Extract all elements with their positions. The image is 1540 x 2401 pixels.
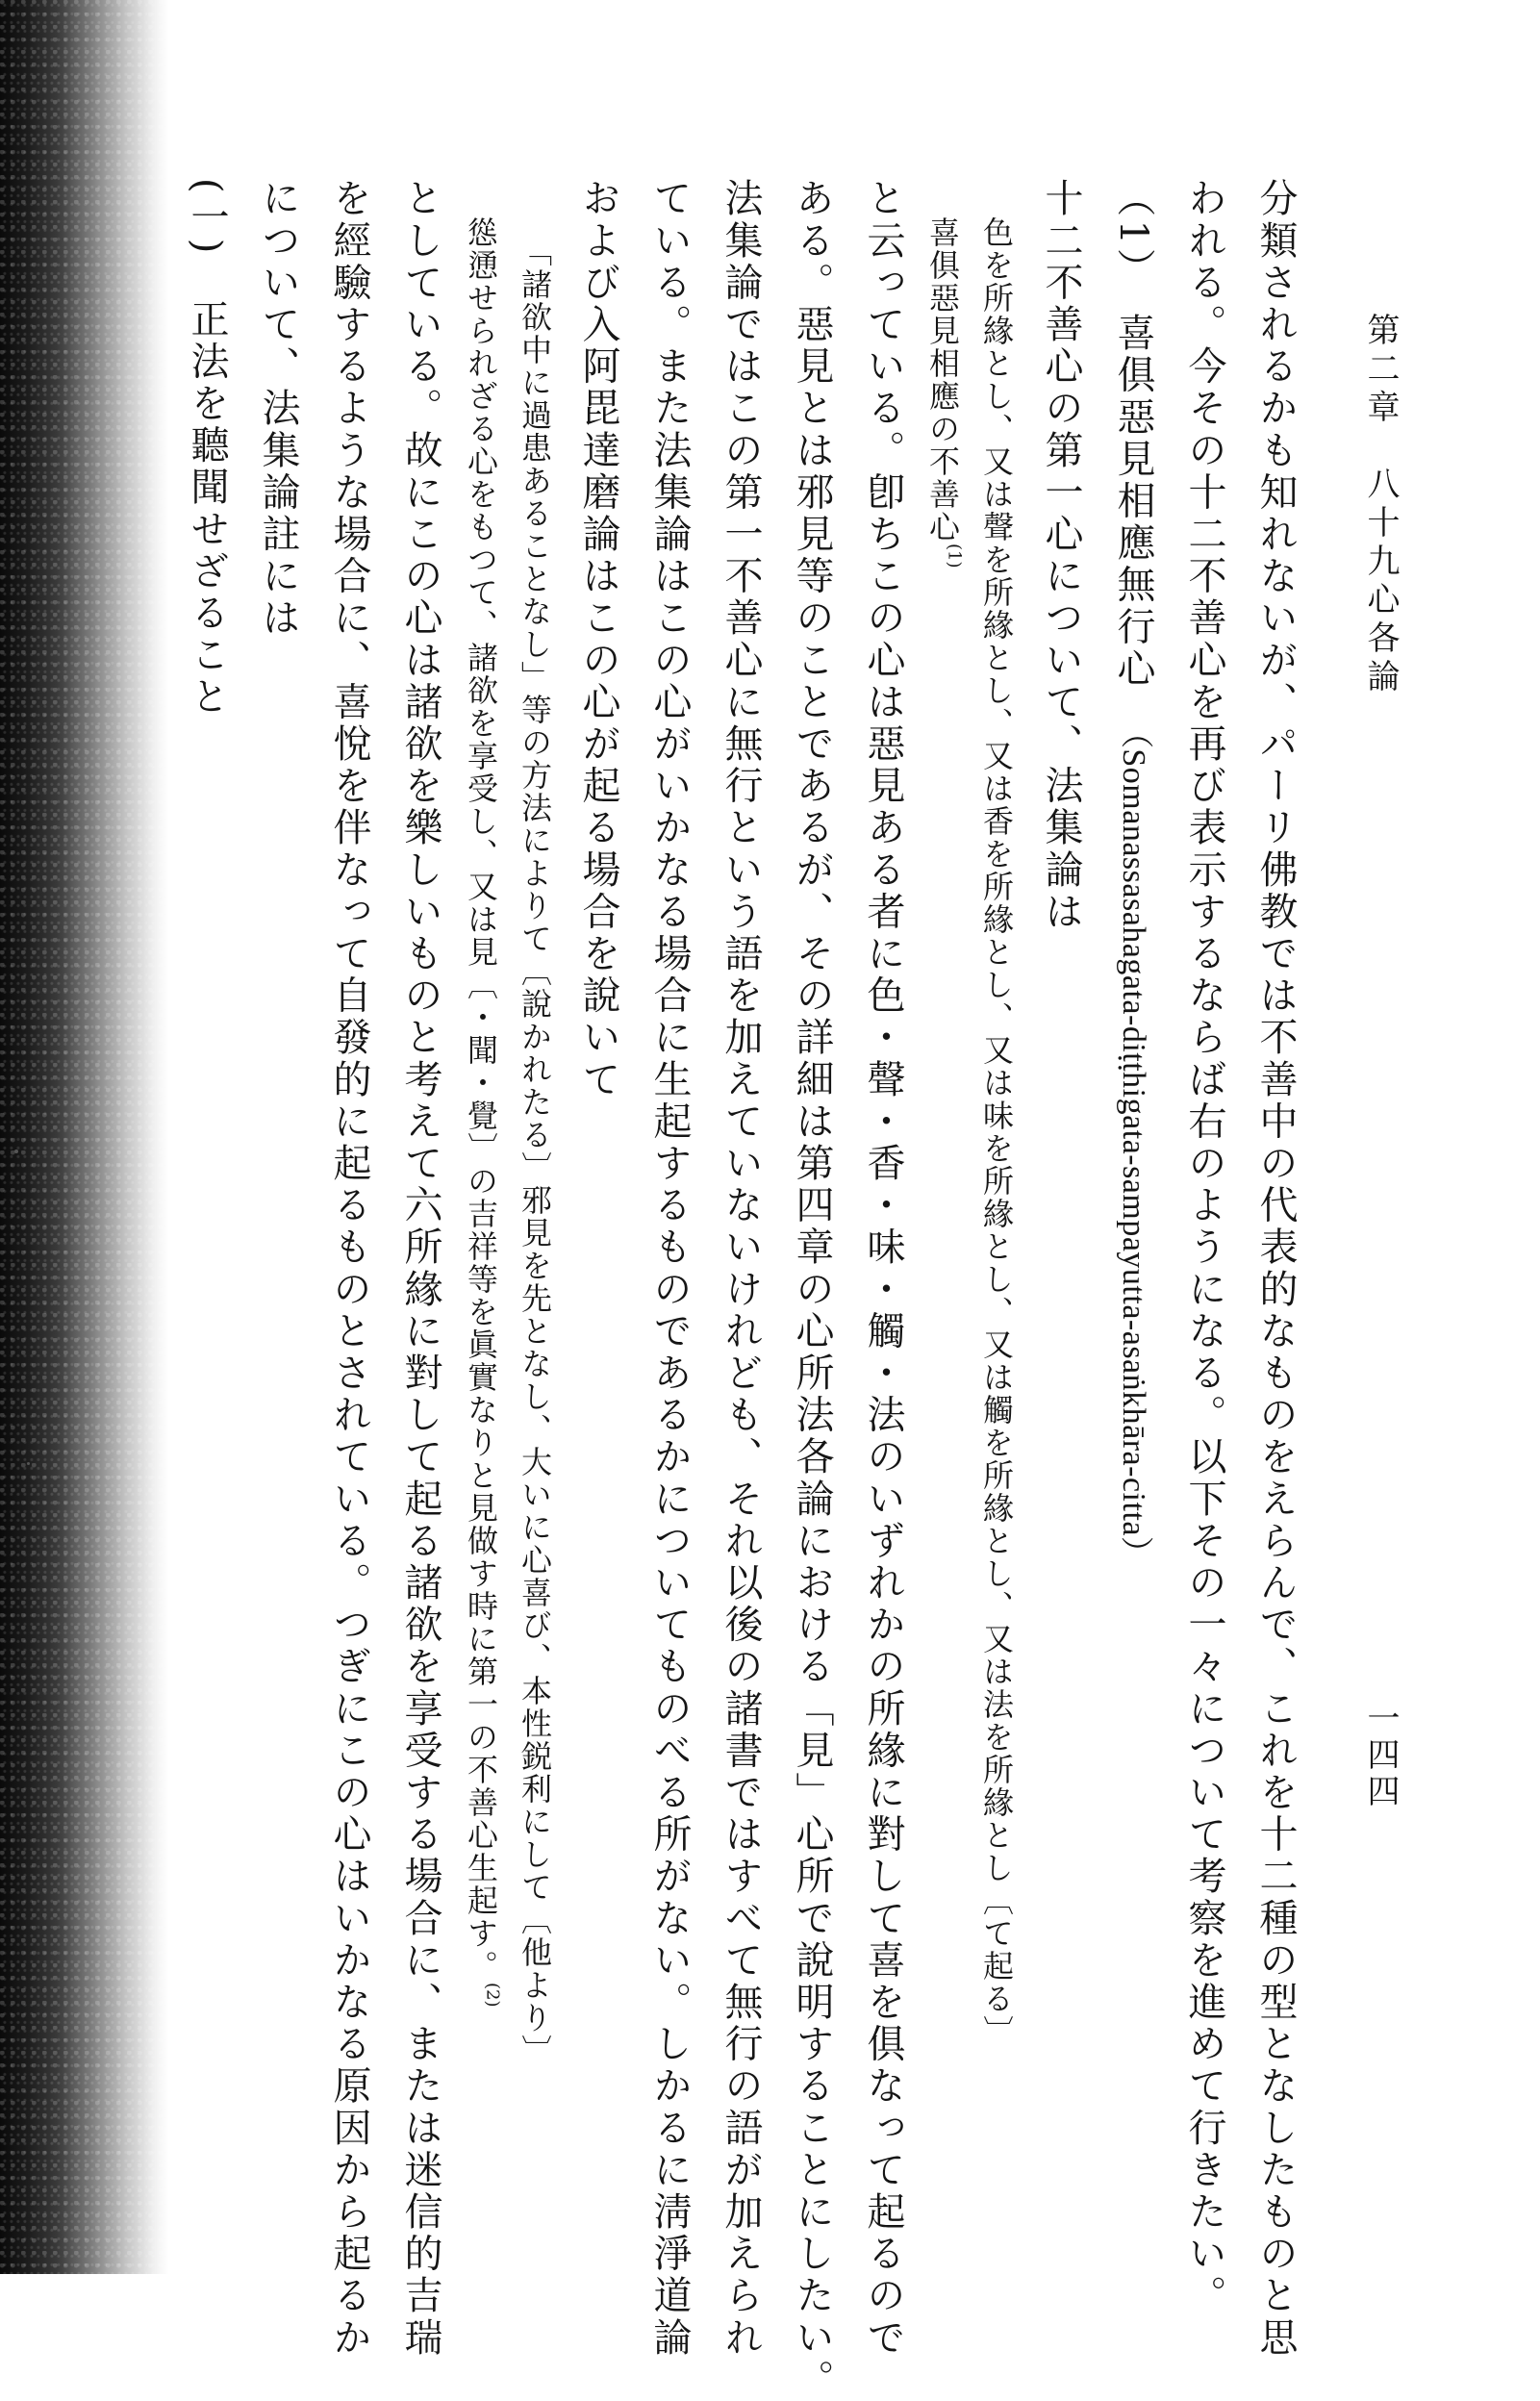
page-number: 一四四 bbox=[1361, 1701, 1400, 1810]
body-line: と云っている。卽ちこの心は惡見ある者に色・聲・香・味・觸・法のいずれかの所緣に對して喜を俱なって起るので bbox=[861, 178, 905, 2360]
body-line: ている。また法集論はこの心がいかなる場合に生起するものであるかについてものべる所がない。しかるに淸淨道論 bbox=[647, 178, 692, 2360]
body-line: ある。惡見とは邪見等のことであるが、その詳細は第四章の心所法各論における「見」心所で說明することにしたい。 bbox=[790, 178, 834, 2401]
quote-line bbox=[463, 216, 503, 2008]
section-heading bbox=[1111, 178, 1155, 1570]
list-marker: (一) bbox=[185, 178, 229, 258]
body-line: 法集論ではこの第一不善心に無行という語を加えていないけれども、それ以後の諸書ではすべて無行の語が加えられ bbox=[719, 178, 763, 2360]
section-title: 喜俱惡見相應無行心 bbox=[1111, 312, 1155, 691]
quote-line bbox=[924, 216, 965, 569]
body-line: としている。故にこの心は諸欲を樂しいものと考えて六所緣に對して起る諸欲を享受する場合に、または迷信的吉瑞 bbox=[398, 178, 442, 2360]
quote-line: 「諸欲中に過患あることなし」等の方法によりて〔說かれたる〕邪見を先となし、大いに心喜び、本性鋭利にして〔他より〕 bbox=[517, 236, 553, 2067]
body-line: を經驗するような場合に、喜悅を伴なって自發的に起るものとされている。つぎにこの心はいかなる原因から起るか bbox=[327, 178, 371, 2360]
body-line: および入阿毘達磨論はこの心が起る場合を說いて bbox=[576, 178, 620, 1101]
footnote-marker: (2) bbox=[482, 1983, 503, 2008]
footnote-marker: (1) bbox=[944, 543, 965, 569]
list-item bbox=[185, 178, 229, 719]
quote-line-text: 慫慂せられざる心をもつて、諸欲を享受し、又は見〔・聞・覺〕の吉祥等を眞實なりと見做す時に第一の不善心生起す。 bbox=[463, 216, 499, 1983]
list-item-text: 正法を聽聞せざること bbox=[185, 298, 229, 719]
quote-line-text: 喜俱惡見相應の不善心 bbox=[924, 216, 961, 543]
running-title: 第二章 八十九心各論 bbox=[1361, 313, 1400, 697]
body-line: 分類されるかも知れないが、パーリ佛教では不善中の代表的なものをえらんで、これを十二種の型となしたものと思 bbox=[1253, 178, 1298, 2360]
section-number: （1） bbox=[1111, 178, 1155, 271]
section-pali-title: （Somanassasahagata-diṭṭhigata-sampayutta-asaṅkhāra-citta） bbox=[1116, 731, 1151, 1570]
body-line: について、法集論註には bbox=[256, 178, 300, 640]
body-line: 十二不善心の第一心について、法集論は bbox=[1039, 178, 1083, 933]
quote-line: 色を所緣とし、又は聲を所緣とし、又は香を所緣とし、又は味を所緣とし、又は觸を所緣とし、又は法を所緣とし〔て起る〕 bbox=[978, 216, 1015, 2048]
body-line: われる。今その十二不善心を再び表示するならば右のようになる。以下その一々について考察を進めて行きたい。 bbox=[1182, 178, 1226, 2317]
